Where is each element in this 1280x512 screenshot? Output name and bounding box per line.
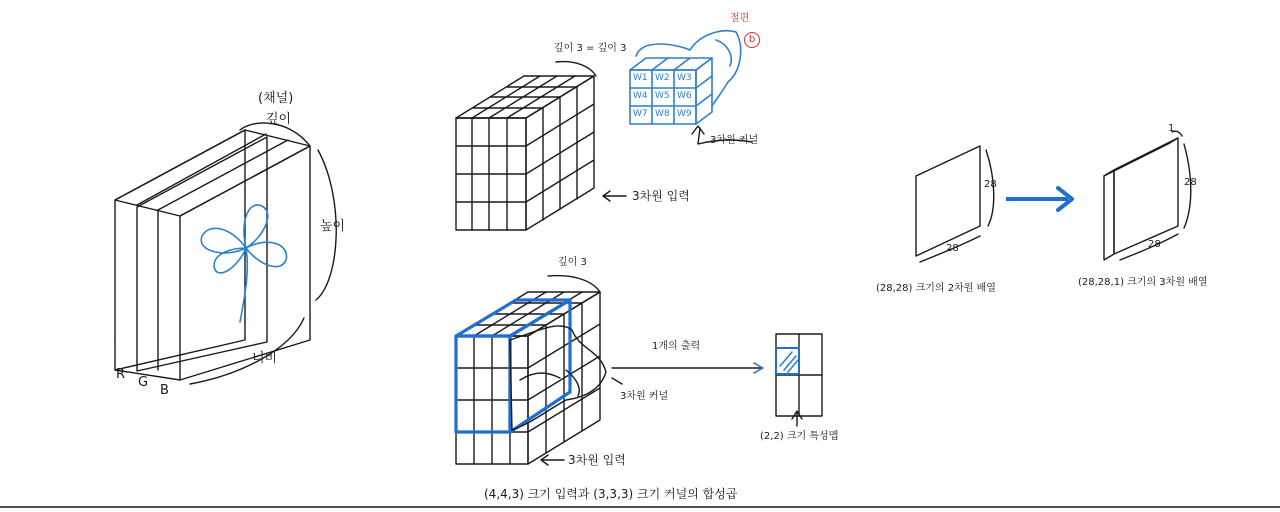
width-arc [190, 318, 304, 384]
input-grid-3d-bottom [456, 276, 600, 464]
weight-w3: W3 [677, 73, 692, 83]
input-label-top: 3차원 입력 [632, 189, 690, 203]
bias-symbol: b [744, 32, 760, 48]
rgb-channel-stack [115, 123, 336, 384]
depth-label-bottom: 깊이 3 [558, 257, 587, 268]
kernel-label-bottom: 3차원 커널 [620, 391, 669, 402]
input-label-bottom: 3차원 입력 [568, 453, 626, 467]
height-label: 높이 [320, 219, 346, 234]
weight-w9: W9 [677, 109, 692, 119]
left-dim-width: 28 [946, 243, 959, 254]
weight-w1: W1 [633, 73, 648, 83]
left-dim-height: 28 [984, 179, 997, 190]
weight-w5: W5 [655, 91, 670, 101]
depth-equal-label: 깊이 3 = 깊이 3 [554, 43, 627, 54]
width-label: 너비 [252, 351, 278, 366]
feature-map-2x2 [776, 334, 822, 416]
output-count-label: 1개의 출력 [652, 341, 701, 352]
left-caption: (28,28) 크기의 2차원 배열 [876, 283, 996, 294]
weight-w8: W8 [655, 109, 670, 119]
channel-b-label: B [160, 383, 169, 398]
weight-w2: W2 [655, 73, 670, 83]
depth-label: 깊이 [266, 112, 292, 127]
right-caption: (28,28,1) 크기의 3차원 배열 [1078, 277, 1208, 288]
clover-drawing [201, 205, 286, 322]
channel-g-label: G [138, 375, 149, 390]
kernel-pointer-bottom [612, 378, 622, 384]
convolution-caption: (4,4,3) 크기 입력과 (3,3,3) 크기 커널의 합성곱 [484, 487, 738, 501]
weight-w6: W6 [677, 91, 692, 101]
right-dim-height: 28 [1184, 177, 1197, 188]
channel-label: (채널) [258, 91, 294, 106]
bias-label: 절편 [730, 13, 750, 24]
weight-w4: W4 [633, 91, 648, 101]
channel-r-label: R [116, 367, 126, 382]
kernel-label-top: 3차원 커널 [710, 135, 759, 146]
weight-w7: W7 [633, 109, 648, 119]
right-dim-width: 28 [1148, 239, 1161, 250]
feature-map-label: (2,2) 크기 특성맵 [760, 431, 839, 442]
input-grid-3d-top [456, 62, 596, 230]
right-dim-depth: 1 [1168, 123, 1175, 134]
